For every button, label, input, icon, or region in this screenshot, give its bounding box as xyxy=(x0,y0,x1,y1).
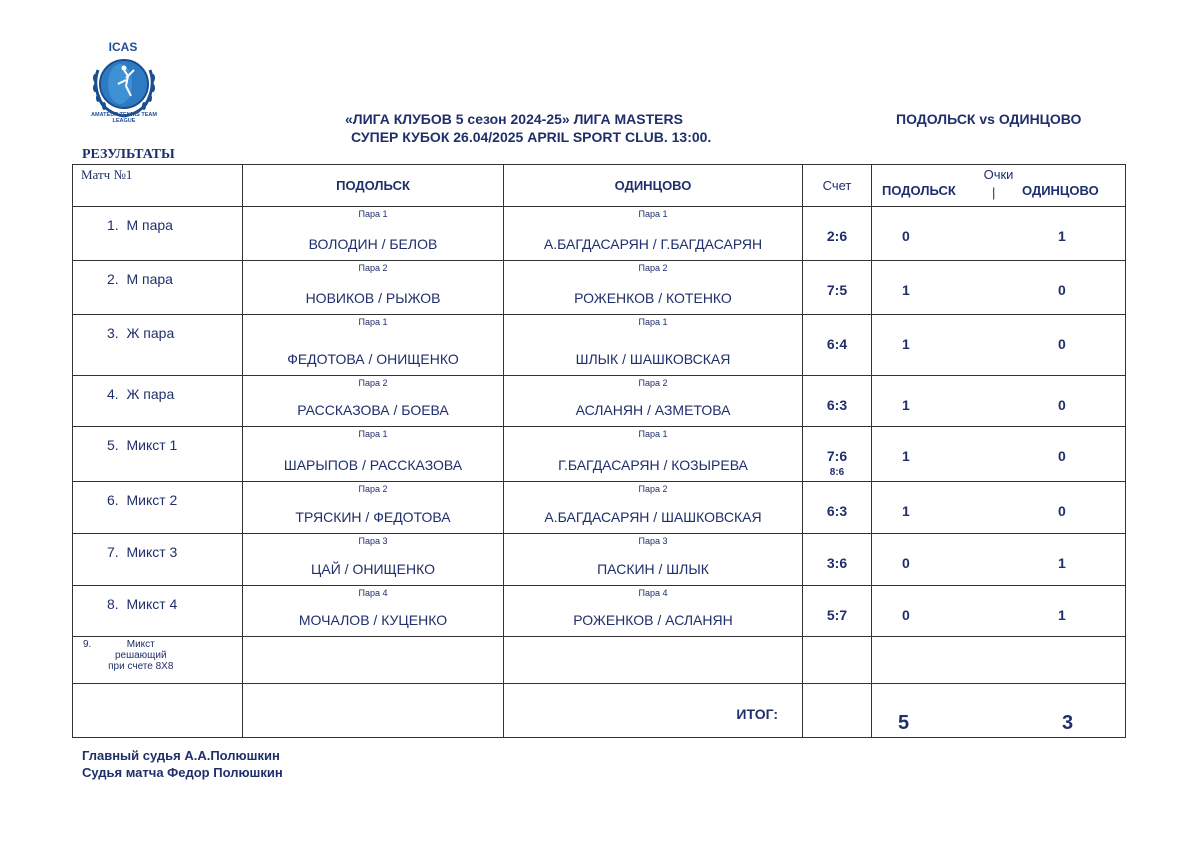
team1-pair-number: Пара 2 xyxy=(358,263,388,273)
team2-pair-number: Пара 3 xyxy=(638,536,668,546)
team2-pair-number: Пара 1 xyxy=(638,209,668,219)
league-title: «ЛИГА КЛУБОВ 5 сезон 2024-25» ЛИГА MASTERS xyxy=(345,111,683,127)
table-header-row xyxy=(73,165,1126,207)
team2-players: А.БАГДАСАРЯН / Г.БАГДАСАРЯН xyxy=(543,236,763,252)
tiebreak-score: 8:6 xyxy=(829,467,845,478)
team2-pair-number: Пара 2 xyxy=(638,263,668,273)
points-team1-header: ПОДОЛЬСК xyxy=(882,183,956,198)
team1-pair-number: Пара 2 xyxy=(358,484,388,494)
versus-title: ПОДОЛЬСК vs ОДИНЦОВО xyxy=(896,111,1082,127)
match-num: 1. xyxy=(107,217,119,233)
team2-point: 1 xyxy=(1058,607,1066,623)
match-num: 8. xyxy=(107,596,119,612)
table-row xyxy=(73,482,1126,534)
team2-point: 1 xyxy=(1058,555,1066,571)
team1-players: ТРЯСКИН / ФЕДОТОВА xyxy=(295,509,451,525)
results-table xyxy=(72,164,1126,738)
team1-players: ВОЛОДИН / БЕЛОВ xyxy=(308,236,438,252)
match-score: 7:5 xyxy=(826,282,848,298)
score-header: Счет xyxy=(803,165,872,207)
match-score: 6:3 xyxy=(826,503,848,519)
team1-players: ЦАЙ / ОНИЩЕНКО xyxy=(311,561,435,577)
team1-point: 1 xyxy=(902,397,910,413)
table-row xyxy=(73,586,1126,637)
results-title: РЕЗУЛЬТАТЫ xyxy=(82,147,175,162)
match-score: 6:3 xyxy=(826,397,848,413)
team2-pair-number: Пара 4 xyxy=(638,588,668,598)
team1-pair-number: Пара 4 xyxy=(358,588,388,598)
match-num: 6. xyxy=(107,492,119,508)
team1-point: 1 xyxy=(902,448,910,464)
cup-title: СУПЕР КУБОК 26.04/2025 APRIL SPORT CLUB. 13:00. xyxy=(351,129,712,145)
team2-point: 1 xyxy=(1058,228,1066,244)
team2-players: ШЛЫК / ШАШКОВСКАЯ xyxy=(575,351,731,367)
match-type: Микст 4 xyxy=(126,596,178,612)
match-type: Ж пара xyxy=(126,325,175,341)
team2-pair-number: Пара 2 xyxy=(638,484,668,494)
match-type: Микст 2 xyxy=(126,492,178,508)
total-team1: 5 xyxy=(898,712,910,734)
total-label: ИТОГ: xyxy=(736,706,778,722)
match-num: 5. xyxy=(107,437,119,453)
match-score: 6:4 xyxy=(826,336,848,352)
chief-referee: Главный судья А.А.Полюшкин xyxy=(82,748,280,763)
match-referee: Судья матча Федор Полюшкин xyxy=(82,765,283,780)
team1-pair-number: Пара 3 xyxy=(358,536,388,546)
match-type: М пара xyxy=(126,271,173,287)
match-num: 2. xyxy=(107,271,119,287)
team1-point: 1 xyxy=(902,503,910,519)
decider-line2: решающий xyxy=(114,650,167,661)
team2-players: АСЛАНЯН / АЗМЕТОВА xyxy=(575,402,731,418)
team1-point: 0 xyxy=(902,607,910,623)
team2-pair-number: Пара 1 xyxy=(638,429,668,439)
team1-pair-number: Пара 1 xyxy=(358,429,388,439)
decider-row xyxy=(73,637,1126,684)
decider-line1: Микст xyxy=(126,639,155,650)
match-num: 3. xyxy=(107,325,119,341)
team2-pair-number: Пара 1 xyxy=(638,317,668,327)
team2-players: РОЖЕНКОВ / АСЛАНЯН xyxy=(573,612,733,628)
team2-pair-number: Пара 2 xyxy=(638,378,668,388)
team1-players: ШАРЫПОВ / РАССКАЗОВА xyxy=(283,457,463,473)
team1-point: 1 xyxy=(902,336,910,352)
match-title: Матч №1 xyxy=(81,167,133,182)
team2-point: 0 xyxy=(1058,448,1066,464)
match-score: 5:7 xyxy=(826,607,848,623)
points-team2-header: ОДИНЦОВО xyxy=(1022,183,1099,198)
team2-players: А.БАГДАСАРЯН / ШАШКОВСКАЯ xyxy=(544,509,762,525)
match-num: 4. xyxy=(107,386,119,402)
team1-point: 0 xyxy=(902,228,910,244)
table-row xyxy=(73,534,1126,586)
team2-players: ПАСКИН / ШЛЫК xyxy=(597,561,709,577)
team1-players: ФЕДОТОВА / ОНИЩЕНКО xyxy=(287,351,459,367)
match-type: М пара xyxy=(126,217,173,233)
decider-num: 9. xyxy=(83,639,92,650)
table-row xyxy=(73,315,1126,376)
team1-pair-number: Пара 1 xyxy=(358,317,388,327)
match-score: 7:6 xyxy=(826,448,848,464)
team1-header: ПОДОЛЬСК xyxy=(243,165,504,207)
team2-point: 0 xyxy=(1058,397,1066,413)
match-type: Микст 3 xyxy=(126,544,178,560)
points-header: Очки xyxy=(983,167,1014,182)
match-score: 3:6 xyxy=(826,555,848,571)
team2-point: 0 xyxy=(1058,282,1066,298)
match-type: Микст 1 xyxy=(126,437,178,453)
points-separator: | xyxy=(992,185,996,200)
team1-players: РАССКАЗОВА / БОЕВА xyxy=(297,402,449,418)
team1-players: МОЧАЛОВ / КУЦЕНКО xyxy=(298,612,448,628)
team1-pair-number: Пара 2 xyxy=(358,378,388,388)
total-row xyxy=(73,684,1126,738)
team2-point: 0 xyxy=(1058,336,1066,352)
team2-point: 0 xyxy=(1058,503,1066,519)
table-row xyxy=(73,261,1126,315)
team1-point: 0 xyxy=(902,555,910,571)
total-team2: 3 xyxy=(1062,712,1074,734)
team1-point: 1 xyxy=(902,282,910,298)
team1-pair-number: Пара 1 xyxy=(358,209,388,219)
match-num: 7. xyxy=(107,544,119,560)
table-row xyxy=(73,207,1126,261)
match-score: 2:6 xyxy=(826,228,848,244)
decider-line3: при счете 8Х8 xyxy=(108,661,174,672)
match-type: Ж пара xyxy=(126,386,175,402)
table-row xyxy=(73,376,1126,427)
team2-players: РОЖЕНКОВ / КОТЕНКО xyxy=(574,290,732,306)
team2-header: ОДИНЦОВО xyxy=(504,165,803,207)
logo-text: ICAS xyxy=(108,40,138,54)
team1-players: НОВИКОВ / РЫЖОВ xyxy=(305,290,441,306)
logo-caption: AMATEUR TENNIS TEAM LEAGUE xyxy=(91,112,157,124)
table-row xyxy=(73,427,1126,482)
team2-players: Г.БАГДАСАРЯН / КОЗЫРЕВА xyxy=(558,457,748,473)
